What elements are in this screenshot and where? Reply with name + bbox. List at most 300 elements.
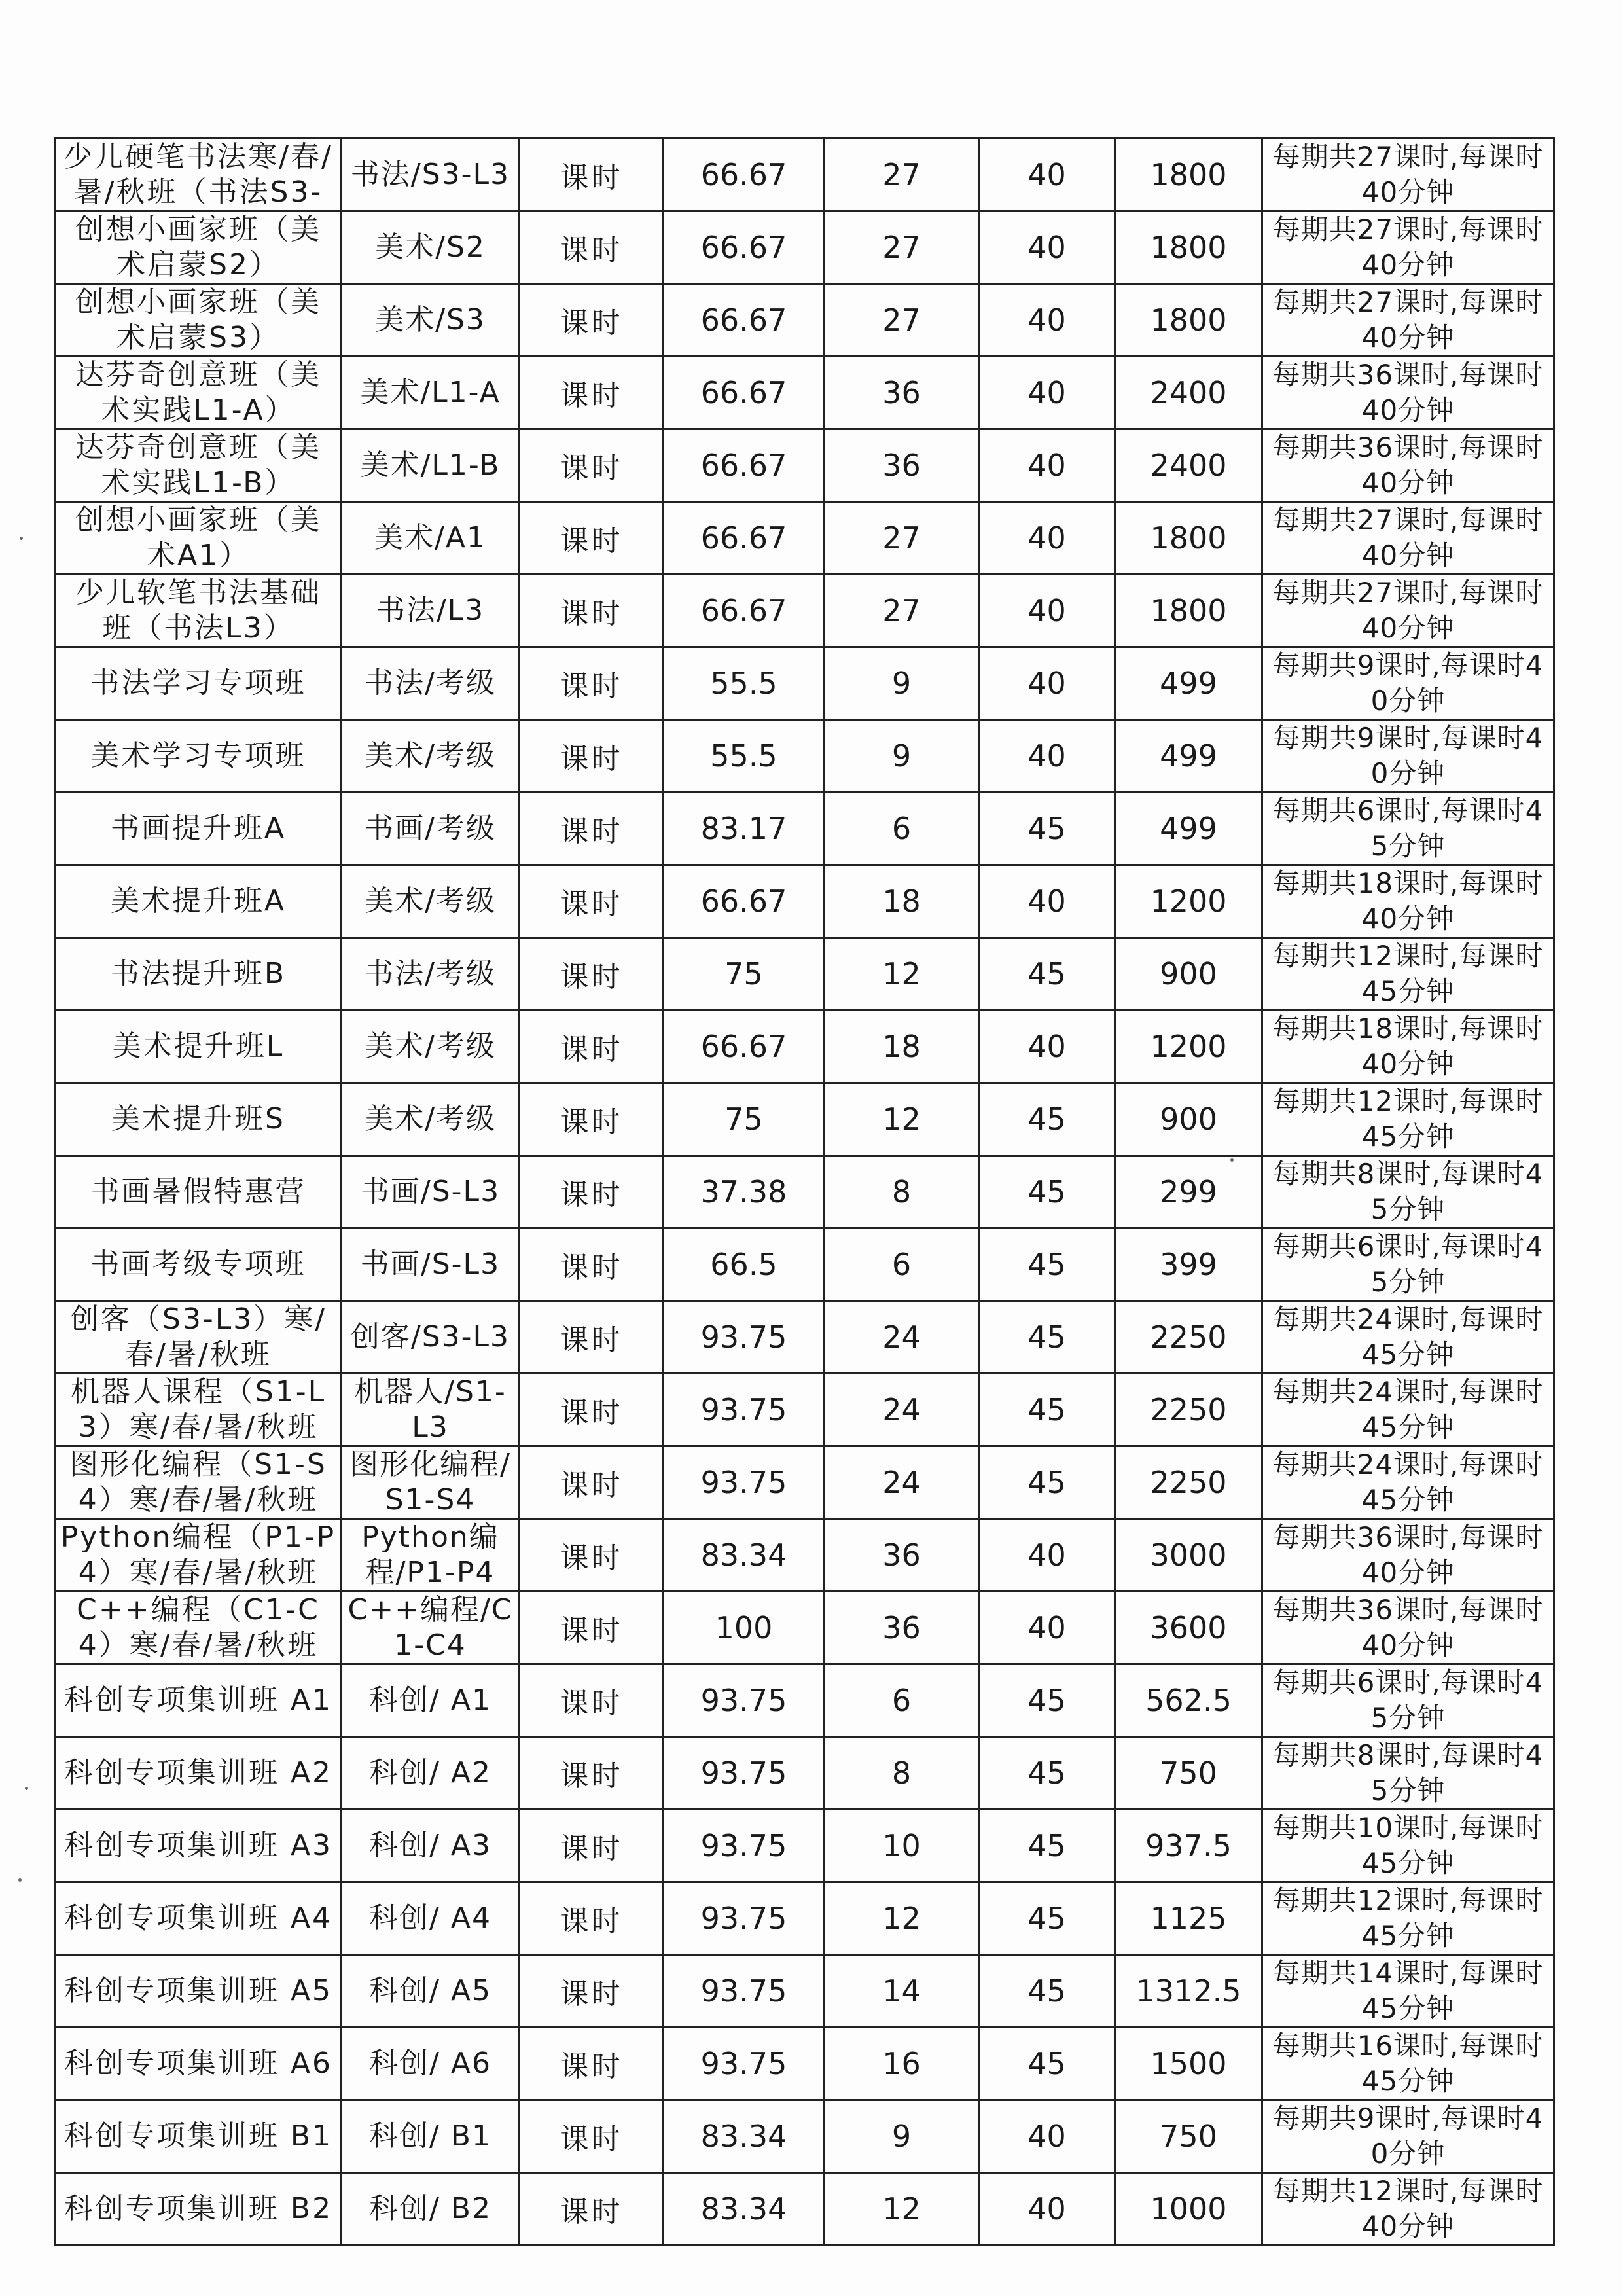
total-fee-cell: [1115, 1011, 1262, 1083]
total-fee-cell: [1115, 1882, 1262, 1955]
total-fee-cell: [1115, 1737, 1262, 1810]
note-cell-text: 每期共24课时,每课时45分钟: [1272, 1376, 1544, 1443]
note-cell: [1262, 357, 1554, 429]
unit-cell-text: 课时: [560, 1832, 623, 1865]
note-cell-text: 每期共10课时,每课时45分钟: [1272, 1812, 1544, 1879]
total-fee-cell-text: 937.5: [1145, 1828, 1232, 1863]
total-fee-cell-text: 499: [1160, 811, 1217, 846]
note-cell: [1262, 284, 1554, 357]
category-cell: [342, 1955, 520, 2028]
minutes-cell: [979, 502, 1115, 575]
note-cell: [1262, 1446, 1554, 1519]
unit-cell: [520, 1011, 664, 1083]
course-name-cell-text: 创想小画家班（美术启蒙S2）: [75, 213, 321, 281]
note-cell: [1262, 211, 1554, 284]
unit-price-cell: [664, 1955, 825, 2028]
minutes-cell: [979, 1011, 1115, 1083]
category-cell: [342, 647, 520, 720]
total-fee-cell: [1115, 575, 1262, 647]
unit-cell: [520, 429, 664, 502]
course-name-cell: [56, 1810, 342, 1882]
lesson-count-cell-text: 12: [882, 2191, 921, 2227]
minutes-cell-text: 40: [1027, 448, 1066, 483]
unit-price-cell: [664, 793, 825, 865]
total-fee-cell: [1115, 1519, 1262, 1592]
note-cell-text: 每期共36课时,每课时40分钟: [1272, 431, 1544, 499]
total-fee-cell: [1115, 1592, 1262, 1664]
course-name-cell-text: 书画考级专项班: [90, 1247, 306, 1281]
lesson-count-cell-text: 27: [882, 230, 921, 265]
course-name-cell-text: 图形化编程（S1-S4）寒/春/暑/秋班: [69, 1448, 327, 1516]
category-cell: [342, 938, 520, 1011]
unit-price-cell: [664, 1519, 825, 1592]
course-fee-table: [54, 137, 1555, 2246]
lesson-count-cell-text: 6: [891, 1683, 912, 1718]
lesson-count-cell: [825, 2100, 979, 2173]
total-fee-cell: [1115, 1229, 1262, 1301]
unit-price-cell: [664, 1156, 825, 1229]
note-cell-text: 每期共6课时,每课时45分钟: [1272, 1230, 1544, 1298]
table-row: [56, 647, 1554, 720]
note-cell-text: 每期共6课时,每课时45分钟: [1272, 1666, 1544, 1734]
unit-price-cell-text: 55.5: [710, 666, 777, 701]
unit-cell: [520, 865, 664, 938]
lesson-count-cell-text: 6: [891, 811, 912, 846]
category-cell: [342, 2028, 520, 2100]
category-cell-text: 美术/考级: [365, 1030, 496, 1063]
minutes-cell-text: 40: [1027, 157, 1066, 192]
note-cell: [1262, 865, 1554, 938]
category-cell: [342, 575, 520, 647]
category-cell-text: 书画/考级: [365, 812, 496, 845]
unit-price-cell-text: 93.75: [700, 1683, 787, 1718]
unit-cell-text: 课时: [560, 1905, 623, 1938]
note-cell-text: 每期共12课时,每课时40分钟: [1272, 2175, 1544, 2242]
note-cell-text: 每期共36课时,每课时40分钟: [1272, 1594, 1544, 1661]
note-cell-text: 每期共9课时,每课时40分钟: [1272, 649, 1544, 717]
lesson-count-cell: [825, 284, 979, 357]
lesson-count-cell: [825, 647, 979, 720]
lesson-count-cell-text: 9: [891, 2119, 912, 2154]
course-name-cell: [56, 1301, 342, 1374]
lesson-count-cell: [825, 1955, 979, 2028]
total-fee-cell: [1115, 2028, 1262, 2100]
note-cell: [1262, 2173, 1554, 2246]
table-row: [56, 1810, 1554, 1882]
category-cell: [342, 1083, 520, 1156]
unit-price-cell-text: 100: [715, 1610, 773, 1645]
note-cell-text: 每期共12课时,每课时45分钟: [1272, 1884, 1544, 1952]
unit-cell-text: 课时: [560, 1977, 623, 2011]
note-cell-text: 每期共12课时,每课时45分钟: [1272, 940, 1544, 1007]
note-cell-text: 每期共8课时,每课时45分钟: [1272, 1158, 1544, 1225]
unit-price-cell-text: 66.67: [700, 884, 787, 919]
unit-price-cell: [664, 502, 825, 575]
category-cell-text: 科创/ A4: [369, 1901, 491, 1935]
table-row: [56, 139, 1554, 211]
lesson-count-cell: [825, 1083, 979, 1156]
note-cell-text: 每期共27课时,每课时40分钟: [1272, 504, 1544, 571]
total-fee-cell-text: 750: [1160, 2119, 1217, 2154]
unit-price-cell-text: 66.67: [700, 1029, 787, 1064]
lesson-count-cell-text: 27: [882, 520, 921, 556]
minutes-cell-text: 45: [1027, 1828, 1066, 1863]
course-name-cell-text: 科创专项集训班 A2: [63, 1756, 333, 1789]
table-row: [56, 1011, 1554, 1083]
table-row: [56, 1229, 1554, 1301]
minutes-cell-text: 45: [1027, 1247, 1066, 1282]
unit-price-cell: [664, 1083, 825, 1156]
course-name-cell-text: 达芬奇创意班（美术实践L1-A）: [75, 358, 321, 427]
note-cell: [1262, 793, 1554, 865]
note-cell: [1262, 575, 1554, 647]
unit-cell: [520, 502, 664, 575]
category-cell: [342, 865, 520, 938]
unit-cell: [520, 1374, 664, 1446]
note-cell: [1262, 1810, 1554, 1882]
unit-cell: [520, 1083, 664, 1156]
unit-cell-text: 课时: [560, 306, 623, 340]
table-row: [56, 938, 1554, 1011]
total-fee-cell: [1115, 1301, 1262, 1374]
minutes-cell: [979, 2028, 1115, 2100]
minutes-cell-text: 45: [1027, 1465, 1066, 1500]
total-fee-cell-text: 3000: [1150, 1537, 1227, 1573]
minutes-cell-text: 40: [1027, 738, 1066, 774]
minutes-cell: [979, 139, 1115, 211]
lesson-count-cell: [825, 1011, 979, 1083]
unit-cell: [520, 1592, 664, 1664]
lesson-count-cell: [825, 2028, 979, 2100]
total-fee-cell: [1115, 139, 1262, 211]
lesson-count-cell: [825, 938, 979, 1011]
scan-speck: [18, 1878, 22, 1882]
unit-price-cell: [664, 1664, 825, 1737]
lesson-count-cell-text: 24: [882, 1465, 921, 1500]
unit-price-cell-text: 55.5: [710, 738, 777, 774]
lesson-count-cell: [825, 1882, 979, 1955]
minutes-cell-text: 40: [1027, 2191, 1066, 2227]
category-cell-text: 书法/S3-L3: [350, 158, 510, 191]
category-cell: [342, 211, 520, 284]
minutes-cell: [979, 793, 1115, 865]
total-fee-cell: [1115, 502, 1262, 575]
course-name-cell-text: 创想小画家班（美术A1）: [75, 503, 321, 572]
unit-cell: [520, 284, 664, 357]
category-cell-text: 书法/考级: [365, 666, 496, 700]
note-cell-text: 每期共27课时,每课时40分钟: [1272, 577, 1544, 644]
course-name-cell-text: 创客（S3-L3）寒/春/暑/秋班: [69, 1302, 327, 1371]
category-cell-text: 书画/S-L3: [360, 1247, 501, 1281]
category-cell-text: 书法/L3: [376, 594, 485, 627]
minutes-cell-text: 45: [1027, 1102, 1066, 1137]
note-cell-text: 每期共27课时,每课时40分钟: [1272, 141, 1544, 208]
table-row: [56, 2028, 1554, 2100]
minutes-cell-text: 40: [1027, 666, 1066, 701]
unit-cell-text: 课时: [560, 1469, 623, 1502]
total-fee-cell-text: 1800: [1150, 593, 1227, 628]
unit-cell-text: 课时: [560, 742, 623, 776]
minutes-cell-text: 45: [1027, 1319, 1066, 1355]
course-name-cell: [56, 1592, 342, 1664]
note-cell: [1262, 1156, 1554, 1229]
table-body: [56, 139, 1554, 2246]
note-cell: [1262, 1519, 1554, 1592]
course-name-cell: [56, 938, 342, 1011]
minutes-cell: [979, 1955, 1115, 2028]
category-cell: [342, 1374, 520, 1446]
total-fee-cell-text: 900: [1160, 1102, 1217, 1137]
course-name-cell: [56, 1083, 342, 1156]
lesson-count-cell: [825, 793, 979, 865]
category-cell-text: 美术/L1-B: [360, 448, 501, 482]
minutes-cell-text: 40: [1027, 230, 1066, 265]
total-fee-cell: [1115, 1156, 1262, 1229]
unit-cell-text: 课时: [560, 1178, 623, 1211]
course-name-cell: [56, 2173, 342, 2246]
unit-cell-text: 课时: [560, 379, 623, 412]
unit-cell: [520, 1810, 664, 1882]
course-name-cell: [56, 1664, 342, 1737]
note-cell-text: 每期共24课时,每课时45分钟: [1272, 1303, 1544, 1371]
category-cell: [342, 357, 520, 429]
course-name-cell-text: 达芬奇创意班（美术实践L1-B）: [75, 431, 321, 499]
table-row: [56, 575, 1554, 647]
lesson-count-cell: [825, 211, 979, 284]
total-fee-cell-text: 1800: [1150, 302, 1227, 338]
minutes-cell: [979, 1301, 1115, 1374]
minutes-cell-text: 45: [1027, 1973, 1066, 2009]
total-fee-cell: [1115, 647, 1262, 720]
unit-price-cell-text: 66.5: [710, 1247, 777, 1282]
course-name-cell: [56, 720, 342, 793]
unit-cell: [520, 938, 664, 1011]
course-name-cell-text: 少儿软笔书法基础班（书法L3）: [75, 576, 321, 645]
course-name-cell-text: 书法学习专项班: [90, 666, 306, 700]
note-cell-text: 每期共9课时,每课时40分钟: [1272, 2102, 1544, 2170]
course-name-cell-text: 科创专项集训班 A6: [63, 2047, 333, 2080]
minutes-cell: [979, 2173, 1115, 2246]
category-cell-text: 创客/S3-L3: [350, 1320, 510, 1354]
lesson-count-cell: [825, 357, 979, 429]
unit-price-cell: [664, 211, 825, 284]
category-cell-text: Python编程/P1-P4: [361, 1520, 499, 1589]
lesson-count-cell: [825, 720, 979, 793]
lesson-count-cell-text: 36: [882, 1537, 921, 1573]
course-name-cell: [56, 865, 342, 938]
minutes-cell: [979, 1374, 1115, 1446]
lesson-count-cell-text: 16: [882, 2046, 921, 2081]
course-name-cell: [56, 429, 342, 502]
unit-price-cell: [664, 2100, 825, 2173]
unit-cell: [520, 575, 664, 647]
course-name-cell: [56, 2100, 342, 2173]
unit-price-cell-text: 66.67: [700, 302, 787, 338]
category-cell-text: 美术/A1: [374, 521, 486, 554]
course-name-cell: [56, 1011, 342, 1083]
total-fee-cell: [1115, 2100, 1262, 2173]
course-name-cell: [56, 284, 342, 357]
note-cell: [1262, 429, 1554, 502]
table-row: [56, 720, 1554, 793]
minutes-cell: [979, 938, 1115, 1011]
note-cell: [1262, 647, 1554, 720]
minutes-cell-text: 40: [1027, 520, 1066, 556]
note-cell-text: 每期共16课时,每课时45分钟: [1272, 2030, 1544, 2097]
minutes-cell-text: 45: [1027, 1392, 1066, 1427]
unit-cell: [520, 2100, 664, 2173]
unit-cell-text: 课时: [560, 1251, 623, 1284]
minutes-cell: [979, 1592, 1115, 1664]
lesson-count-cell: [825, 429, 979, 502]
minutes-cell-text: 40: [1027, 375, 1066, 410]
total-fee-cell-text: 562.5: [1145, 1683, 1232, 1718]
table-row: [56, 211, 1554, 284]
table-row: [56, 1519, 1554, 1592]
unit-price-cell: [664, 1301, 825, 1374]
lesson-count-cell-text: 24: [882, 1319, 921, 1355]
minutes-cell: [979, 1664, 1115, 1737]
unit-cell: [520, 1664, 664, 1737]
lesson-count-cell-text: 14: [882, 1973, 921, 2009]
total-fee-cell-text: 1000: [1150, 2191, 1227, 2227]
unit-cell: [520, 1156, 664, 1229]
total-fee-cell: [1115, 1664, 1262, 1737]
total-fee-cell: [1115, 720, 1262, 793]
lesson-count-cell-text: 27: [882, 593, 921, 628]
total-fee-cell-text: 900: [1160, 956, 1217, 992]
note-cell: [1262, 1011, 1554, 1083]
total-fee-cell: [1115, 1374, 1262, 1446]
total-fee-cell-text: 499: [1160, 666, 1217, 701]
course-name-cell: [56, 1229, 342, 1301]
course-name-cell-text: 美术提升班L: [112, 1030, 285, 1063]
total-fee-cell: [1115, 284, 1262, 357]
lesson-count-cell: [825, 1374, 979, 1446]
lesson-count-cell-text: 27: [882, 157, 921, 192]
lesson-count-cell-text: 18: [882, 1029, 921, 1064]
lesson-count-cell: [825, 1301, 979, 1374]
lesson-count-cell: [825, 139, 979, 211]
course-name-cell: [56, 1882, 342, 1955]
category-cell: [342, 139, 520, 211]
lesson-count-cell-text: 12: [882, 1901, 921, 1936]
course-name-cell: [56, 647, 342, 720]
minutes-cell: [979, 647, 1115, 720]
category-cell: [342, 1446, 520, 1519]
category-cell: [342, 284, 520, 357]
minutes-cell: [979, 1882, 1115, 1955]
category-cell: [342, 720, 520, 793]
lesson-count-cell-text: 36: [882, 375, 921, 410]
category-cell-text: 科创/ A3: [369, 1829, 491, 1862]
lesson-count-cell-text: 27: [882, 302, 921, 338]
total-fee-cell-text: 299: [1160, 1174, 1217, 1210]
unit-cell-text: 课时: [560, 815, 623, 848]
unit-price-cell: [664, 2028, 825, 2100]
lesson-count-cell-text: 6: [891, 1247, 912, 1282]
unit-cell-text: 课时: [560, 670, 623, 703]
minutes-cell-text: 40: [1027, 1610, 1066, 1645]
unit-price-cell-text: 83.34: [700, 2191, 787, 2227]
lesson-count-cell-text: 8: [891, 1755, 912, 1791]
minutes-cell: [979, 575, 1115, 647]
scan-speck: [20, 537, 23, 540]
unit-price-cell: [664, 1446, 825, 1519]
note-cell-text: 每期共12课时,每课时45分钟: [1272, 1085, 1544, 1153]
category-cell: [342, 793, 520, 865]
scan-speck: [1230, 1158, 1234, 1162]
unit-price-cell: [664, 1374, 825, 1446]
table-row: [56, 284, 1554, 357]
category-cell: [342, 1664, 520, 1737]
unit-cell-text: 课时: [560, 1687, 623, 1720]
category-cell: [342, 1519, 520, 1592]
total-fee-cell-text: 2400: [1150, 375, 1227, 410]
unit-price-cell: [664, 139, 825, 211]
minutes-cell: [979, 865, 1115, 938]
table-row: [56, 1083, 1554, 1156]
note-cell: [1262, 1882, 1554, 1955]
total-fee-cell: [1115, 1446, 1262, 1519]
unit-cell-text: 课时: [560, 960, 623, 994]
minutes-cell-text: 45: [1027, 811, 1066, 846]
unit-cell: [520, 1446, 664, 1519]
lesson-count-cell: [825, 1810, 979, 1882]
table-row: [56, 2173, 1554, 2246]
category-cell-text: 科创/ A6: [369, 2047, 491, 2080]
minutes-cell: [979, 1737, 1115, 1810]
minutes-cell-text: 45: [1027, 1901, 1066, 1936]
minutes-cell-text: 40: [1027, 1029, 1066, 1064]
note-cell: [1262, 720, 1554, 793]
course-name-cell: [56, 1156, 342, 1229]
minutes-cell: [979, 1810, 1115, 1882]
unit-cell-text: 课时: [560, 234, 623, 267]
category-cell: [342, 1592, 520, 1664]
course-name-cell: [56, 502, 342, 575]
unit-cell: [520, 1882, 664, 1955]
category-cell: [342, 1737, 520, 1810]
table-row: [56, 429, 1554, 502]
total-fee-cell: [1115, 1810, 1262, 1882]
category-cell: [342, 1301, 520, 1374]
category-cell: [342, 1156, 520, 1229]
unit-cell: [520, 1737, 664, 1810]
total-fee-cell-text: 399: [1160, 1247, 1217, 1282]
unit-price-cell-text: 93.75: [700, 1828, 787, 1863]
total-fee-cell-text: 1800: [1150, 230, 1227, 265]
category-cell-text: 科创/ A5: [369, 1974, 491, 2007]
unit-price-cell: [664, 1737, 825, 1810]
course-name-cell-text: C++编程（C1-C4）寒/春/暑/秋班: [77, 1593, 320, 1662]
unit-price-cell: [664, 938, 825, 1011]
note-cell: [1262, 1083, 1554, 1156]
unit-price-cell-text: 93.75: [700, 2046, 787, 2081]
note-cell: [1262, 1955, 1554, 2028]
total-fee-cell-text: 499: [1160, 738, 1217, 774]
lesson-count-cell: [825, 502, 979, 575]
total-fee-cell-text: 2250: [1150, 1465, 1227, 1500]
course-name-cell: [56, 211, 342, 284]
note-cell: [1262, 1229, 1554, 1301]
table-row: [56, 1955, 1554, 2028]
course-name-cell: [56, 139, 342, 211]
unit-cell-text: 课时: [560, 2195, 623, 2229]
category-cell-text: 美术/L1-A: [360, 376, 501, 409]
course-name-cell: [56, 357, 342, 429]
table-row: [56, 1592, 1554, 1664]
